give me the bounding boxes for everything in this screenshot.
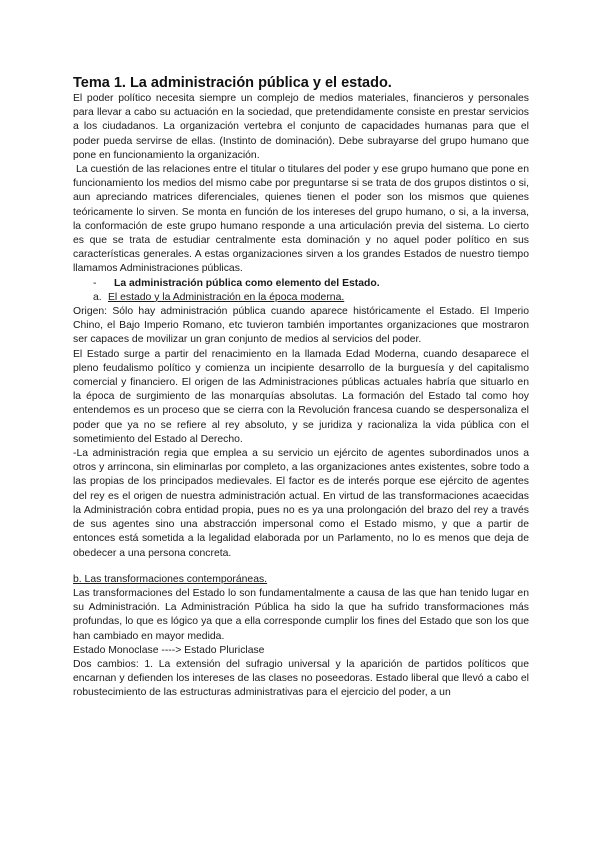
section-heading-row <box>93 277 529 291</box>
subsection-b-heading: b. Las transformaciones contemporáneas. <box>73 573 268 585</box>
paragraph-intro: El poder político necesita siempre un complejo de medios materiales, financieros y personales para llevar a cabo su actuación en la sociedad, que pretendidamente consiste en prestar servicios a los ciudadanos. La organización vertebra el conjunto de capacidades humanas para que el poder pueda servirse de ellas. (Instinto de dominación). Debe subrayarse del grupo humano que pone en funcionamiento la organización. <box>73 93 529 161</box>
document-body <box>73 74 529 701</box>
bullet-marker: - <box>93 277 97 289</box>
paragraph-relations: La cuestión de las relaciones entre el titular o titulares del poder y ese grupo humano que pone en funcionamiento los medios del mismo cabe por preguntarse si se trata de dos grupos distintos o si, aun apreciando matrices diferenciales, quienes tienen el poder son los mismos que quienes teóricamente lo sirven. Se monta en función de los intereses del grupo humano, o si, a la inversa, la conformación de este grupo humano responde a una articulación previa del sistema. Lo cierto es que se trata de estudiar centralmente esta dominación y no aquel poder político en sus características generales. A estas organizaciones sirven a los grandes Estados de nuestro tiempo llamamos Administraciones públicas. <box>73 164 529 275</box>
paragraph-transformations: Las transformaciones del Estado lo son fundamentalmente a causa de las que han tenido lugar en su Administración. La Administración Pública ha sido la que ha sufrido transformaciones más profundas, lo que es lógico ya que a ella corresponde cumplir los fines del Estado que son los que han cambiado en mayor medida. <box>73 587 529 642</box>
subsection-a-marker: a. <box>93 291 102 303</box>
paragraph-two-changes: Dos cambios: 1. La extensión del sufragio universal y la aparición de partidos políticos que encarnan y defienden los intereses de las clases no poseedoras. Estado liberal que llevó a cabo el robustecimiento de las estructuras administrativas para el ejercicio del poder, a un <box>73 658 529 699</box>
paragraph-origin: Origen: Sólo hay administración pública cuando aparece históricamente el Estado. El Imperio Chino, el Bajo Imperio Romano, etc tuvieron también importantes organizaciones que mostraron ser capaces de movilizar un gran conjunto de medios al servicios del poder. <box>73 306 529 346</box>
subsection-a-row <box>93 291 529 305</box>
paragraph-state-emergence: El Estado surge a partir del renacimiento en la llamada Edad Moderna, cuando desaparece el pleno feudalismo político y comienza un incipiente desarrollo de la burguesía y del capitalismo comercial y financiero. El origen de las Administraciones públicas actuales habría que situarlo en la época de surgimiento de las monarquías absolutas. La formación del Estado tal como hoy entendemos es un proceso que se cierra con la Revolución francesa cuando se despersonaliza el poder que ya no se refiere al rey absoluto, y se juridiza y racionaliza la vida pública con el sometimiento del Estado al Derecho. <box>73 348 529 445</box>
document-title: Tema 1. La administración pública y el estado. <box>73 75 392 91</box>
paragraph-royal-administration: -La administración regia que emplea a su servicio un ejército de agentes subordinados unos a otros y arrincona, sin eliminarlas por completo, a las organizaciones antes existentes, sobre todo a las propias de los principados medievales. El factor es de interés porque ese ejército de agentes del rey es el origen de nuestra administración actual. En virtud de las transformaciones acaecidas la Administración cobra entidad propia, pues no es ya una prolongación del brazo del rey a través de sus agentes sino una abstracción impersonal como el Estado mismo, y que a partir de entonces está sometida a la legalidad elaborada por un Parlamento, no lo es menos que deja de obedecer a una persona concreta. <box>73 448 529 559</box>
spacer <box>73 561 529 573</box>
subsection-a-heading: El estado y la Administración en la época moderna. <box>108 291 345 303</box>
section-heading: La administración pública como elemento del Estado. <box>114 277 380 289</box>
paragraph-state-classes: Estado Monoclase ----> Estado Pluriclase <box>73 644 265 656</box>
